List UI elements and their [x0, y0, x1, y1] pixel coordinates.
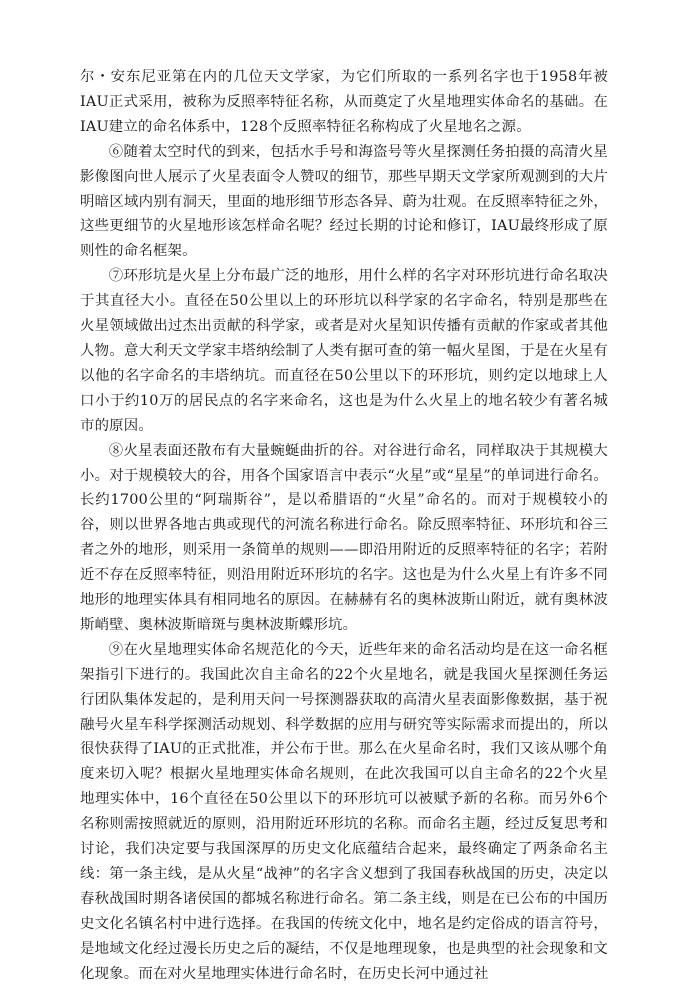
paragraph-9: ⑨在火星地理实体命名规范化的今天，近些年来的命名活动均是在这一命名框架指引下进行的。我国此次自主命名的22个火星地名，就是我国火星探测任务运行团队集体发起的，是利用天问一号探测器获取的高清火星表面影像数据，基于祝融号火星车科学探测活动规划、科学数据的应用与研究等实际需求而提出的，所以很快获得了IAU的正式批准，并公布于世。那么在火星命名时，我们又该从哪个角度来切入呢？根据火星地理实体命名规则，在此次我国可以自主命名的22个火星地理实体中，16个直径在50公里以下的环形坑可以被赋予新的名称。而另外6个名称则需按照就近的原则，沿用附近环形坑的名称。而命名主题，经过反复思考和讨论，我们决定要与我国深厚的历史文化底蕴结合起来，最终确定了两条命名主线：第一条主线，是从火星“战神”的名字含义想到了我国春秋战国的历史，决定以春秋战国时期各诸侯国的都城名称进行命名。第二条主线，则是在已公布的中国历史文化名镇名村中进行选择。在我国的传统文化中，地名是约定俗成的语言符号，是地域文化经过漫长历史之后的凝结，不仅是地理现象，也是典型的社会现象和文化现象。而在对火星地理实体进行命名时，在历史长河中通过社 [80, 641, 608, 982]
paragraph-7: ⑦环形坑是火星上分布最广泛的地形，用什么样的名字对环形坑进行命名取决于其直径大小。直径在50公里以上的环形坑以科学家的名字命名，特别是那些在火星领域做出过杰出贡献的科学家，或者是对火星知识传播有贡献的作家或者其他人物。意大利天文学家丰塔纳绘制了人类有据可查的第一幅火星图，于是在火星有以他的名字命名的丰塔纳坑。而直径在50公里以下的环形坑，则约定以地球上人口小于约10万的居民点的名字来命名，这也是为什么火星上的地名较少有著名城市的原因。 [80, 268, 608, 434]
paragraph-8: ⑧火星表面还散布有大量蜿蜒曲折的谷。对谷进行命名，同样取决于其规模大小。对于规模较大的谷，用各个国家语言中表示“火星”或“星星”的单词进行命名。长约1700公里的“阿瑞斯谷”，是以希腊语的“火星”命名的。而对于规模较小的谷，则以世界各地古典或现代的河流名称进行命名。除反照率特征、环形坑和谷三者之外的地形，则采用一条简单的规则——即沿用附近的反照率特征的名字；若附近不存在反照率特征，则沿用附近环形坑的名字。这也是为什么火星上有许多不同地形的地理实体具有相同地名的原因。在赫赫有名的奥林波斯山附近，就有奥林波斯峭壁、奥林波斯暗斑与奥林波斯蝶形坑。 [80, 442, 608, 633]
document-page [80, 65, 608, 987]
paragraph-continuation: 尔・安东尼亚第在内的几位天文学家，为它们所取的一系列名字也于1958年被IAU正式采用，被称为反照率特征名称，从而奠定了火星地理实体命名的基础。在IAU建立的命名体系中，128个反照率特征名称构成了火星地名之源。 [80, 69, 608, 135]
paragraph-6: ⑥随着太空时代的到来，包括水手号和海盗号等火星探测任务拍摄的高清火星影像图向世人展示了火星表面令人赞叹的细节，那些早期天文学家所观测到的大片明暗区域内别有洞天，里面的地形细节形态各异、蔚为壮观。在反照率特征之外，这些更细节的火星地形该怎样命名呢？经过长期的讨论和修订，IAU最终形成了原则性的命名框架。 [80, 143, 608, 260]
